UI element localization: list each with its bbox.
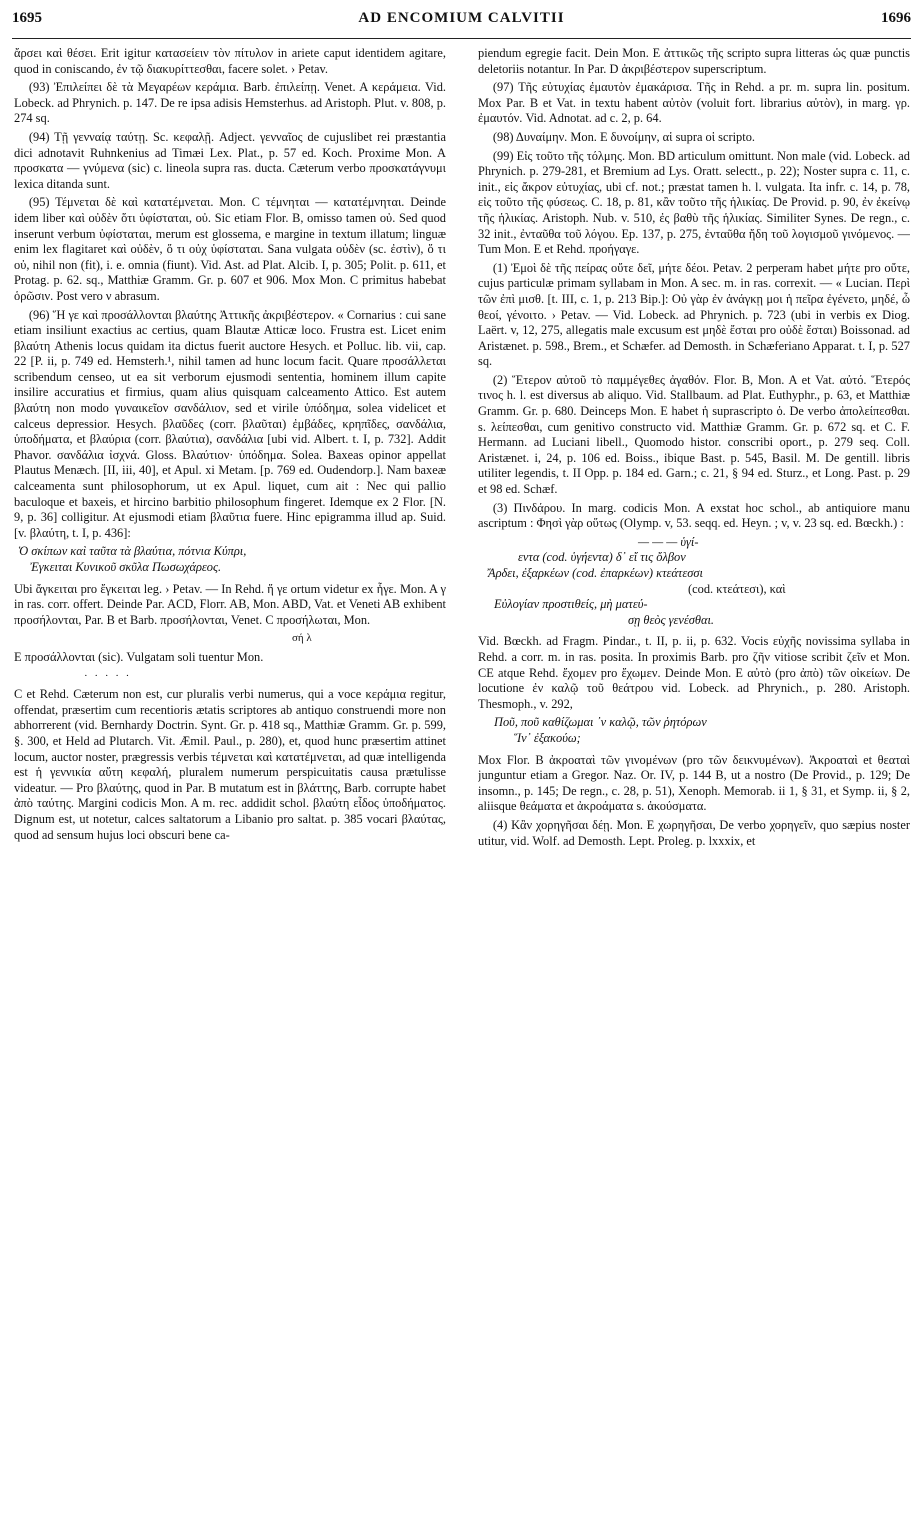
note-paragraph: Mox Flor. B ἀκροαταὶ τῶν γινομένων (pro τῶν δεικνυμένων). Ἀκροαταὶ et θεαταὶ junguntur etiam a Gregor. Naz. Or. IV, p. 144 B, ut a nostro (De Provid., p. 129; De insomn., p. 145; De regn., c. 28, p. 51), Xenoph. Memorab. ii 1, § 31, et Symp. ii, § 2, aliisque θεάματα et ἀκροάματα s. ἀκούσματα. <box>478 752 910 814</box>
epigram-verse <box>14 544 446 575</box>
superscript-correction: σή λ <box>292 632 312 645</box>
note-99: (99) Εἰς τοῦτο τῆς τόλμης. Mon. BD articulum omittunt. Non male (vid. Lobeck. ad Phrynich. p. 279-281, et Bremium ad Lys. Oratt. selectt., p. 22); Noster supra c. 11, c. init., εἰς ἄκρον εὐτυχίας, ubi cf. not.; præstat tamen h. l. vulgata. Ita infr. c. 14, p. 78, εἰς τοῦτο τῆς φύσεως. C. 18, p. 81, κἂν τοῦτο τῆς ἡλικίας. De Provid. p. 90, ἐν ἐκείνῳ τῆς ἡλικίας. Aristoph. Nub. v. 510, ἐς βαθὺ τῆς ἡλικίας. Similiter Synes. De regn., c. 32 init., ἐνταῦθα τοῦ λόγου. Ep. 137, p. 275, ἐνταῦθα ἤδη τοῦ λογισμοῦ γινόμενος. — Tum Mon. E et Rehd. προήγαγε. <box>478 148 910 257</box>
note-1: (1) Ἐμοὶ δὲ τῆς πείρας οὔτε δεῖ, μήτε δέοι. Petav. 2 perperam habet μήτε pro οὔτε, cujus particulæ primam syllabam in Mon. A sec. m. in ras. correxit. — « Lucian. Περὶ τῶν ἐπὶ μισθ. [t. III, c. 1, p. 213 Bip.]: Οὐ γὰρ ἐν ἀνάγκῃ μοι ἡ πεῖρα ἐγένετο, μηδέ, ὦ θεοί, γένοιτο. › Petav. — Vid. Lobeck. ad Phrynich. p. 723 (ubi in verbis ex Diog. Laërt. v, 12, 275, allegatis male excusum est μηδὲ ἔσται pro οὐδὲ ἔσται) Boissonad. ad Aristænet. p. 598., Brem., et Schæfer. ad Demosth. in Schæferiano Apparat. t. I, p. 527 sq. <box>478 260 910 369</box>
verse-line: Ὁ σκίπων καὶ ταῦτα τὰ βλαύτια, πότνια Κύπρι, <box>18 544 247 559</box>
running-title: AD ENCOMIUM CALVITII <box>358 10 565 26</box>
note-97: (97) Τῆς εὐτυχίας ἐμαυτὸν ἐμακάρισα. Τῆς in Rehd. a pr. m. supra lin. positum. Mox Par. B et Vat. in textu habent αὐτὸν (voluit fort. librarius αὑτὸν), in marg. γρ. ἐμαυτόν. Vid. Adnotat. ad c. 2, p. 64. <box>478 80 910 126</box>
note-paragraph: ἄρσει καὶ θέσει. Erit igitur κατασείειν τὸν πίτυλον in ariete caput identidem agitare, quod in coniscando, ἐν τῷ διακυρίττεσθαι, facere solet. › Petav. <box>14 46 446 76</box>
page-header <box>12 6 911 32</box>
header-rule <box>12 38 911 39</box>
note-paragraph: Vid. Bœckh. ad Fragm. Pindar., t. II, p. ii, p. 632. Vocis εὐχῆς novissima syllaba in Rehd. a corr. m. in ras. posita. In proximis Barb. pro ζῆν vitiose scribit ζεῖν et Mon. CE atque Rehd. ἔχομεν pro ἔχωμεν. Deinde Mon. E αὐτὸ (pro ἀπὸ) τῶν οἰκείων. De locutione ἐν καλῷ τοῦ θεάτρου vid. Lobeck. ad Phrynich., p. 280. Aristoph. Thesmoph., v. 292, <box>478 634 910 711</box>
verse-line: (cod. κτεάτεσι), καὶ <box>688 581 786 596</box>
note-93: (93) Ἐπιλείπει δὲ τὰ Μεγαρέων κεράμια. Barb. ἐπιλείπῃ. Venet. A κεράμεια. Vid. Lobeck. ad Phrynich. p. 147. De re ipsa adisis Hemsterhus. ad Aristoph. Plut. v. 808, p. 274 sq. <box>14 80 446 126</box>
pindar-verse <box>478 535 910 629</box>
verse-line: Ἵν᾽ ἐξακούω; <box>514 730 581 745</box>
note-2: (2) Ἕτερον αὐτοῦ τὸ παμμέγεθες ἀγαθόν. Flor. B, Mon. A et Vat. αὐτό. Ἕτερός τινος h. l. est diversus ab aliquo. Vid. Stallbaum. ad Plat. Euthyphr., p. 63, et Matthiæ Gramm. Gr. p. 680. Deinceps Mon. E habet ἡ suprascripto ὁ. De verbo ἀπολείπεσθαι. s. λείπεσθαι, cum genitivo constructo vid. Matthiæ Gramm. Gr. p. 672 sq. et C. F. Hermann. ad Luciani libell., Quomodo histor. conscribi oport., p. 279 seq. Coll. Aristænet. i, 24, p. 106 ed. Boiss., ibique Bast. p. 545, Basil. M. De gentill. libris utiliter legendis, t. II Opp. p. 184 ed. Garn.; c. 21, § 94 ed. Sturz., et Long. Past. p. 29 et 98 ed. Schæf. <box>478 372 910 497</box>
note-96: (96) Ἥ γε καὶ προσάλλονται βλαύτης Ἀττικῆς ἀκριβέστερον. « Cornarius : cui sane etiam insiliunt exactius ac certius, quam Blautæ Atticæ loco. Frustra est. Licet enim βλαύτη Athenis locus quidam ita dictus fuerit auctore Hesych. et Polluc. lib. vii, cap. 22 [P. ii, p. 749 ed. Hemsterh.¹, nihil tamen ad hunc locum facit. Quare προσάλλεται scribendum censeo, ut ea sit verborum ejusmodi sententia, hominem illum capite insilire accuratius et firmius, quam alius quisquam calceamento Attico. Est autem βλαύτη non modo γυναικεῖον σανδάλιον, sed et virile ὑπόδημα, solea videlicet et calceus depressior. Hesych. βλαῦδες (corr. βλαῦται) ἐμβάδες, κρηπῖδες, σανδάλια, ὑποδήματα, et βλαύρια (corr. βλαύτια), σανδάλια [ubi vid. Albert. t. I, p. 732]. Addit Phavor. σανδάλια ἰσχνά. Gloss. Βλαύτιον· ὑπόδημα. Solea. Baxeas opinor appellat Plautus Menæch. [II, iii, 40], et Apul. xi Metam. [p. 769 ed. Oudendorp.]. Nam baxeæ calceamenta sunt philosophorum, ut ex Apul. liquet, cum ait : Nec qui pallio baculoque et baxeis, et hircino barbitio philosophum fingeret. Idemque ex 2 Flor. [N. 9, p. 36] colligitur. At ejusmodi etiam βλαῦτια fuere. Hinc epigramma illud ap. Suid. [v. βλαύτη, t. I, p. 436]: <box>14 307 446 540</box>
note-paragraph: piendum egregie facit. Dein Mon. E ἀττικῶς τῆς scripto supra litteras ὡς quæ punctis deletoriis notantur. In Par. D ἀκριβέστερον superscriptum. <box>478 46 910 76</box>
page-number-left: 1695 <box>12 10 42 26</box>
page-number-right: 1696 <box>881 10 911 26</box>
note-94: (94) Τῇ γενναίᾳ ταύτῃ. Sc. κεφαλῇ. Adject. γενναῖος de cujuslibet rei præstantia dici adnotavit Ruhnkenius ad Timæi Lex. Plat., p. 57 ed. Koch. Proxime Mon. A προσκατα — γνύμενα (sic) c. lineola supra ras. ducta. Cæterum verbo προσκατάγνυμι lexica ditanda sunt. <box>14 129 446 191</box>
note-3: (3) Πινδάρου. In marg. codicis Mon. A exstat hoc schol., ab antiquiore manu ascriptum : Φησὶ γὰρ οὕτως (Olymp. v, 53. seqq. ed. Heyn. ; v, v. 23 sq. ed. Bœckh.) : <box>478 500 910 531</box>
note-4: (4) Κἂν χορηγῆσαι δέῃ. Mon. E χωρηγῆσαι, De verbo χορηγεῖν, quo sæpius noster utitur, vid. Wolf. ad Demosth. Lept. Proleg. p. lxxxix, et <box>478 817 910 848</box>
note-paragraph: E προσάλλονται (sic). Vulgatam soli tuentur Mon. <box>14 649 264 664</box>
left-column <box>14 46 446 1530</box>
verse-line: Ποῦ, ποῦ καθίζωμαι ᾽ν καλῷ, τῶν ῥητόρων <box>494 715 707 730</box>
note-95: (95) Τέμνεται δὲ καὶ κατατέμνεται. Mon. C τέμνηται — κατατέμνηται. Deinde idem liber καὶ οὐδὲν ὅτι ὑφίσταται, οὐ. Sic etiam Flor. B, omisso tamen οὐ. Sed quod inserunt verbum ὑφίσταται, merum est glossema, e margine in textum illatum; linguæ enim lex flagitaret καὶ οὐδὲν, ὅ τι οὐχ ὑφίσταται. Sana vulgata οὐδὲν (sc. ἐστὶν), ὅ τι οὐ, nihil non (fit), i. e. omnia (fiunt). Vid. Ast. ad Plat. Alcib. I, p. 305; Polit. p. 611, et Protag. p. 62. sq., Matthiæ Gramm. Gr. p. 607 et 906. Mox Mon. C primitus habebat ὁρῶσιν. Post vero ν abrasum. <box>14 195 446 303</box>
verse-line: σῃ θεὸς γενέσθαι. <box>628 612 715 627</box>
verse-line: Εὐλογίαν προστιθείς, μὴ ματεύ- <box>494 597 648 612</box>
note-paragraph: C et Rehd. Cæterum non est, cur pluralis verbi numerus, qui a voce κεράμια regitur, offendat, præsertim cum recentioris ætatis scriptores ab antiquo construendi more non abhorrerent (vid. Bernhardy Doctrin. Synt. Gr. p. 418 sq., Matthiæ Gramm. Gr. p. 599, §. 300, et Held ad Plutarch. Vit. Æmil. Paul., p. 280), et, quod hunc præsertim attinet locum, auctor noster, prægressis verbis τέμνεται καὶ κατατέμνεται, ad quæ intelligenda est ἡ γεννικία αὕτη κεφαλή, pluralem numerum perspicuitatis causa prætulisse videatur. — Pro βλαύτης, quod in Par. B mutatum est in βλάττης, Barb. corrupte habet ἀπὸ ταύτης. Margini codicis Mon. A m. rec. addidit schol. βλαύτη εἶδος ὑποδήματος. Dignum est, ut notetur, calces saltatorum a Libanio pro saltat. p. 385 vocari βλαύτας, quod ad sensum hujus loci obscuri bene ca- <box>14 687 446 842</box>
verse-line: Ἐγκειται Κυνικοῦ σκῦλα Πωσωχάρεος. <box>30 560 222 574</box>
aristophanes-verse <box>478 715 910 746</box>
right-column <box>478 46 910 1530</box>
verse-line: — — — ὑγί- <box>638 534 699 549</box>
verse-line: Ἄρδει, ἐξαρκέων (cod. ἐπαρκέων) κτεάτεσσι <box>488 566 703 580</box>
verse-line: εντα (cod. ὑγήεντα) δ᾽ εἴ τις ὄλβον <box>518 550 686 565</box>
note-98: (98) Δυναίμην. Mon. E δυνοίμην, αἱ supra οἱ scripto. <box>492 129 755 144</box>
note-paragraph: Ubi ἄγκειται pro ἔγκειται leg. › Petav. — In Rehd. ἥ γε ortum videtur ex ἧγε. Mon. A γ in ras. corr. offert. Deinde Par. ACD, Florr. AB, Mon. ABD, Vat. et Veneti AB exhibent προσήλονται, Par. B et Barb. προσήλονται, Venet. C προσήλωται, Mon. <box>14 581 446 627</box>
deletion-dots: · · · · · <box>84 669 132 682</box>
